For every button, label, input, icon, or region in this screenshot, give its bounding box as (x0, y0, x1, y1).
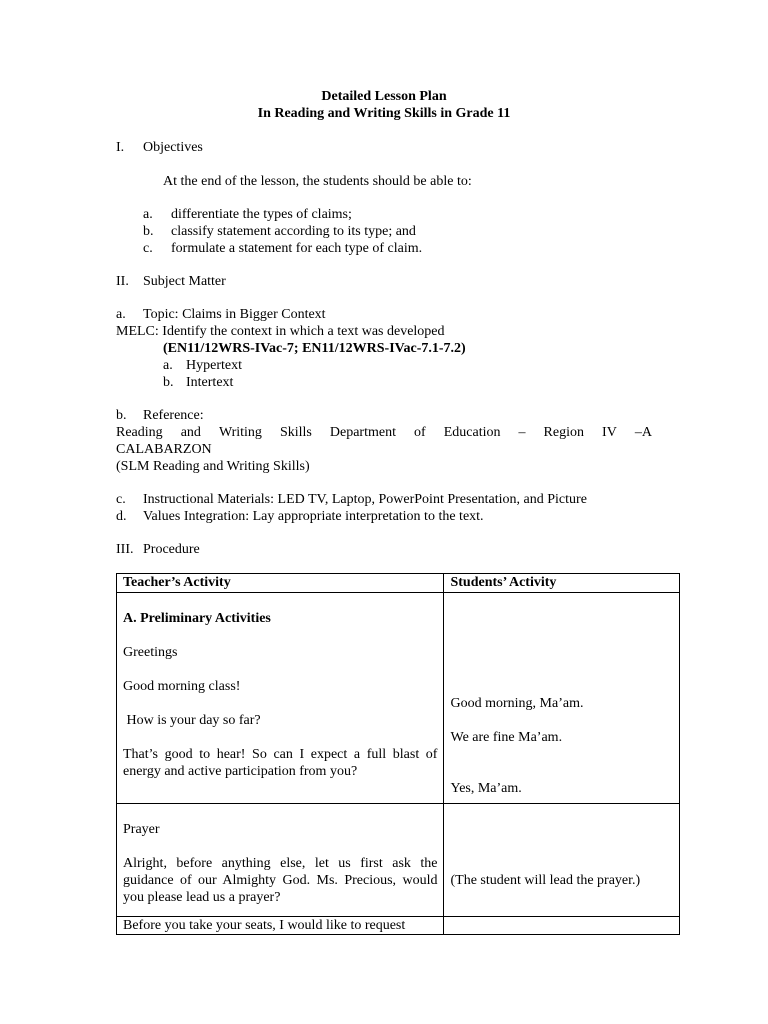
reference-word: of (414, 425, 426, 440)
table-row (117, 593, 680, 804)
reference-line-3: (SLM Reading and Writing Skills) (116, 459, 310, 474)
materials-marker: c. (116, 492, 126, 507)
objective-item: formulate a statement for each type of claim. (171, 241, 423, 256)
student-cell (444, 593, 680, 804)
topic-marker: a. (116, 307, 126, 322)
reference-word: Region (543, 425, 584, 440)
prayer-label: Prayer (123, 822, 160, 837)
teacher-line: Alright, before anything else, let us first ask the guidance of our Almighty God. Ms. Precious, would you please lead us a prayer? (123, 856, 438, 905)
student-line: We are fine Ma’am. (450, 730, 563, 745)
teacher-line: That’s good to hear! So can I expect a full blast of energy and active participation from you? (123, 747, 438, 779)
values-text: Values Integration: Lay appropriate interpretation to the text. (143, 509, 484, 524)
reference-word: – (518, 425, 526, 440)
procedure-table (116, 573, 680, 935)
objectives-intro: At the end of the lesson, the students should be able to: (163, 174, 472, 189)
teacher-cell (117, 593, 444, 804)
melc-codes: (EN11/12WRS-IVac-7; EN11/12WRS-IVac-7.1-7.2) (163, 341, 466, 356)
reference-word: and (180, 425, 201, 440)
students-activity-header: Students’ Activity (444, 574, 680, 593)
reference-marker: b. (116, 408, 127, 423)
document-subtitle: In Reading and Writing Skills in Grade 11 (257, 106, 511, 121)
reference-word: Education (443, 425, 501, 440)
section-title: A. Preliminary Activities (123, 611, 271, 626)
objective-marker: a. (143, 207, 153, 222)
student-line: (The student will lead the prayer.) (450, 873, 641, 888)
melc-subitem: Hypertext (186, 358, 242, 373)
reference-word: Reading (116, 425, 163, 440)
reference-word: Writing (218, 425, 262, 440)
melc-subitem-marker: a. (163, 358, 173, 373)
table-row (117, 804, 680, 917)
teacher-cell (117, 804, 444, 917)
section-numeral-2: II. (116, 274, 129, 289)
reference-line-2: CALABARZON (116, 442, 212, 457)
values-marker: d. (116, 509, 127, 524)
reference-word: Skills (279, 425, 312, 440)
reference-word: –A (634, 425, 652, 440)
reference-word: IV (602, 425, 617, 440)
objective-item: differentiate the types of claims; (171, 207, 352, 222)
teacher-cell (117, 917, 444, 935)
greetings-label: Greetings (123, 645, 178, 660)
teacher-line: Good morning class! (123, 679, 241, 694)
topic-text: Topic: Claims in Bigger Context (143, 307, 326, 322)
objective-marker: b. (143, 224, 154, 239)
teacher-line: Before you take your seats, I would like to request (123, 918, 406, 933)
student-line: Good morning, Ma’am. (450, 696, 584, 711)
objective-item: classify statement according to its type; and (171, 224, 416, 239)
teacher-activity-header: Teacher’s Activity (117, 574, 444, 593)
document-title: Detailed Lesson Plan (321, 89, 447, 104)
melc-subitem: Intertext (186, 375, 234, 390)
objective-marker: c. (143, 241, 153, 256)
reference-label: Reference: (143, 408, 204, 423)
section-numeral-3: III. (116, 542, 134, 557)
student-cell (444, 917, 680, 935)
reference-line-1 (116, 424, 652, 441)
reference-word: Department (329, 425, 396, 440)
teacher-line: How is your day so far? (123, 713, 261, 728)
student-line: Yes, Ma’am. (450, 781, 522, 796)
table-header-row (117, 574, 680, 593)
student-cell (444, 804, 680, 917)
objectives-heading: Objectives (143, 140, 203, 155)
section-numeral-1: I. (116, 140, 125, 155)
table-row (117, 917, 680, 935)
melc-text: MELC: Identify the context in which a text was developed (116, 324, 445, 339)
procedure-heading: Procedure (143, 542, 200, 557)
materials-text: Instructional Materials: LED TV, Laptop, PowerPoint Presentation, and Picture (143, 492, 587, 507)
subject-matter-heading: Subject Matter (143, 274, 226, 289)
melc-subitem-marker: b. (163, 375, 174, 390)
